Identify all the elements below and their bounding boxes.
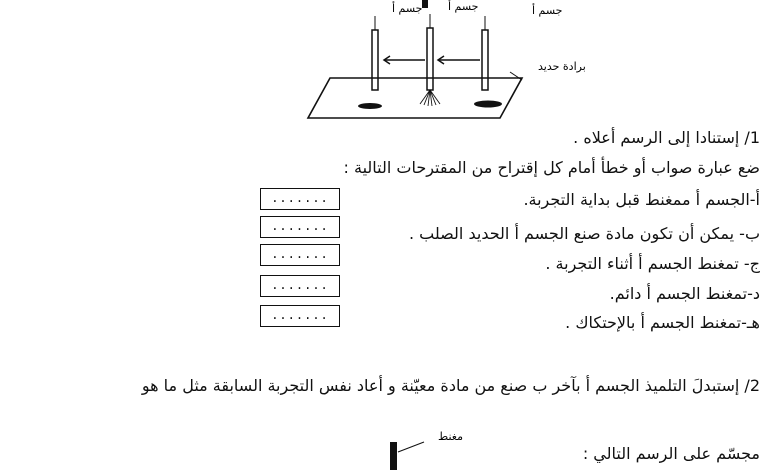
q2-text: 2/ إستبدلَ التلميذ الجسم أ بآخر ب صنع من مادة معيّنة و أعاد نفس التجربة السابقة مثل ما هو: [141, 376, 760, 395]
q1-item-b: ب- يمكن أن تكون مادة صنع الجسم أ الحديد الصلب .: [409, 224, 760, 243]
q1-item-a: أ-الجسم أ ممغنط قبل بداية التجربة.: [523, 190, 760, 209]
q2-continuation: مجسّم على الرسم التالي :: [582, 444, 760, 463]
experiment-figure-top: [300, 0, 586, 122]
q1-instruction: ضع عبارة صواب أو خطأ أمام كل إقتراح من المقترحات التالية :: [343, 158, 760, 177]
label-body-left: جسم أ: [392, 2, 423, 15]
magnet-top-fragment: [422, 0, 428, 8]
answer-box-c[interactable]: .......: [260, 244, 340, 266]
answer-box-a[interactable]: .......: [260, 188, 340, 210]
q1-intro: 1/ إستنادا إلى الرسم أعلاه .: [573, 128, 760, 147]
magnet-bar: [390, 442, 397, 470]
body-a-left: [372, 30, 378, 90]
answer-box-d[interactable]: .......: [260, 275, 340, 297]
iron-filings-pile-right: [474, 101, 502, 108]
iron-filings-plate: [308, 78, 522, 118]
body-a-middle: [427, 28, 433, 90]
answer-box-e[interactable]: .......: [260, 305, 340, 327]
body-a-right: [482, 30, 488, 90]
motion-arrows: [384, 56, 480, 64]
iron-filings-pile-left: [358, 103, 382, 109]
answer-box-b[interactable]: .......: [260, 216, 340, 238]
q1-item-e: هـ-تمغنط الجسم أ بالإحتكاك .: [565, 313, 760, 332]
label-leaders: [375, 14, 522, 80]
label-iron-filings: برادة حديد: [538, 60, 586, 73]
experiment-figure-bottom: [380, 430, 463, 470]
q1-item-d: د-تمغنط الجسم أ دائم.: [609, 284, 760, 303]
label-body-right: جسم أ: [532, 4, 563, 17]
label-magnet: مغنط: [438, 430, 463, 443]
q1-item-c: ج- تمغنط الجسم أ أثناء التجربة .: [545, 254, 760, 273]
magnet-label-leader: [398, 442, 424, 452]
iron-filings-tassel: [420, 90, 440, 106]
label-body-middle: جسم أ: [448, 0, 479, 13]
